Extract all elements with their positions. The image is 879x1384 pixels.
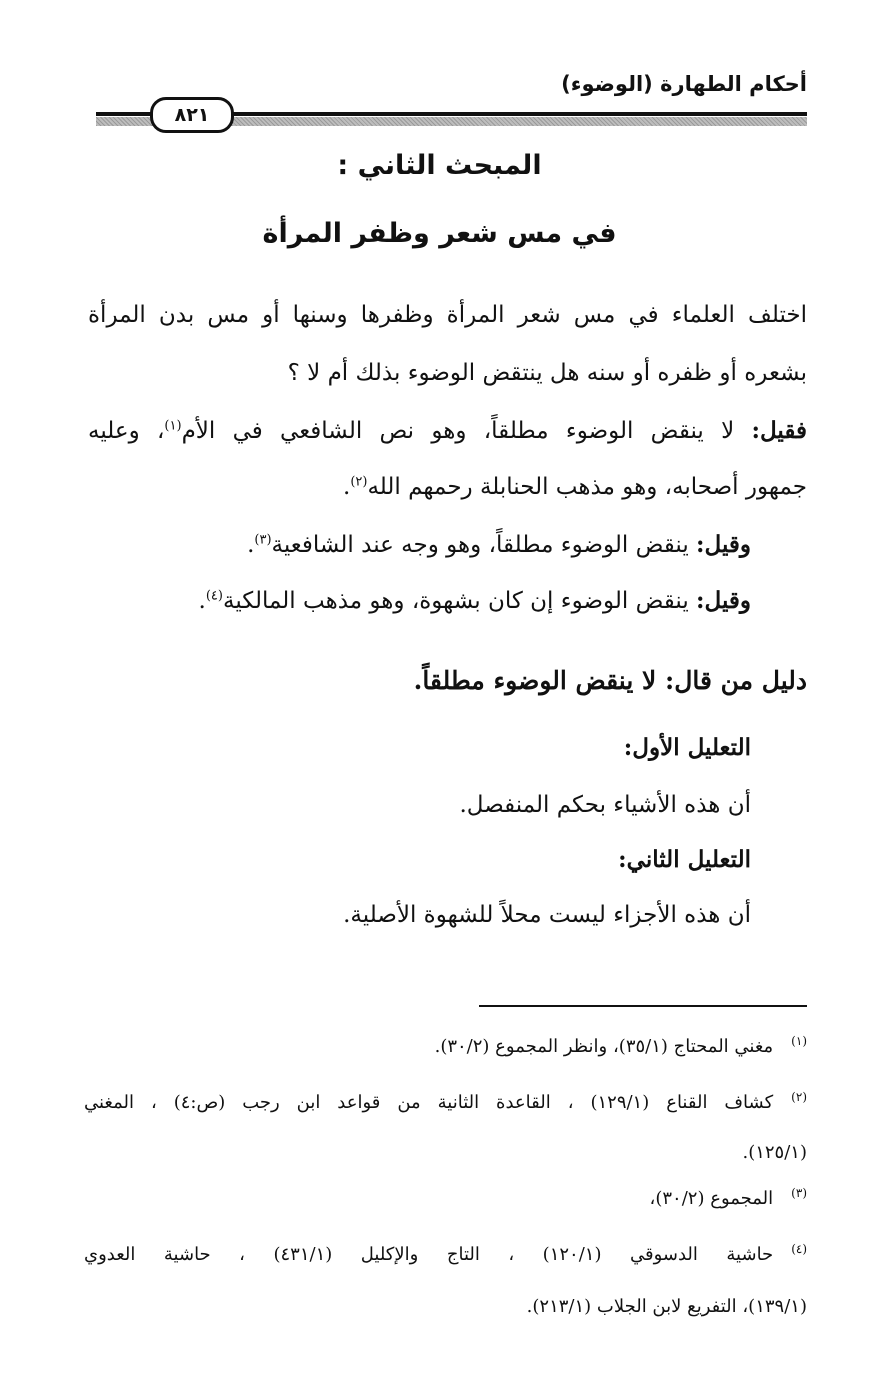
opinion-2-text: ينقض الوضوء مطلقاً، وهو وجه عند الشافعية — [271, 532, 697, 558]
opinion-3-line — [199, 586, 751, 616]
footnote-4-line-2: (١٣٩/١)، التفريع لابن الجلاب (٢١٣/١). — [526, 1296, 807, 1317]
footnote-2-line-2: (١٢٥/١). — [742, 1142, 807, 1163]
footnote-2-number: (٢) — [791, 1090, 807, 1104]
intro-line-1: اختلف العلماء في مس شعر المرأة وظفرها وسنها أو مس بدن المرأة — [88, 302, 807, 328]
opinion-1-text-a: لا ينقض الوضوء مطلقاً، وهو نص الشافعي في الأم — [181, 418, 752, 444]
footnote-1 — [435, 1034, 807, 1060]
footnote-ref-4: (٤) — [205, 588, 223, 604]
footnote-1-number: (١) — [791, 1034, 807, 1048]
footnote-1-text: مغني المحتاج (٣٥/١)، وانظر المجموع (٣٠/٢). — [434, 1036, 774, 1057]
opinion-3-text: ينقض الوضوء إن كان بشهوة، وهو مذهب المالكية — [222, 588, 697, 614]
page-number: ٨٢١ — [150, 97, 234, 133]
footnote-ref-3: (٣) — [254, 532, 272, 548]
running-title: أحكام الطهارة (الوضوء) — [561, 72, 807, 96]
reason-2-text: أن هذه الأجزاء ليست محلاً للشهوة الأصلية. — [343, 902, 751, 928]
footnote-ref-2: (٢) — [350, 474, 368, 490]
footnote-4-line-1 — [84, 1242, 807, 1268]
opinion-2-line — [247, 530, 751, 560]
section-label: المبحث الثاني : — [337, 150, 542, 181]
footnote-3-number: (٣) — [791, 1186, 807, 1200]
footnote-2-text-1: كشاف القناع (١٢٩/١) ، القاعدة الثانية من قواعد ابن رجب (ص:٤) ، المغني — [84, 1092, 774, 1113]
opinion-1-lead: فقيل: — [751, 417, 807, 444]
opinion-1-text-b: ، وعليه — [88, 418, 165, 444]
intro-line-2: بشعره أو ظفره أو سنه هل ينتقض الوضوء بذلك أم لا ؟ — [287, 360, 807, 386]
opinion-1-line-2 — [343, 472, 807, 502]
opinion-3-lead: وقيل: — [696, 587, 751, 614]
opinion-1-end: . — [343, 474, 351, 500]
opinion-1-line-1 — [88, 416, 807, 446]
footnote-ref-1: (١) — [164, 418, 182, 434]
footnote-4-text-1: حاشية الدسوقي (١٢٠/١) ، التاج والإكليل (٤٣١/١) ، حاشية العدوي — [84, 1244, 774, 1265]
opinion-2-lead: وقيل: — [696, 531, 751, 558]
footnote-4-number: (٤) — [791, 1242, 808, 1256]
opinion-2-end: . — [247, 532, 255, 558]
section-title: في مس شعر وظفر المرأة — [262, 218, 617, 249]
reason-2-heading: التعليل الثاني: — [618, 846, 751, 873]
footnote-separator — [479, 1005, 807, 1007]
footnote-3 — [650, 1186, 807, 1212]
footnote-3-text: المجموع (٣٠/٢)، — [649, 1188, 774, 1209]
reason-1-heading: التعليل الأول: — [623, 734, 751, 761]
footnote-2-line-1 — [84, 1090, 807, 1116]
evidence-heading: دليل من قال: لا ينقض الوضوء مطلقاً. — [413, 666, 807, 695]
opinion-3-end: . — [198, 588, 206, 614]
reason-1-text: أن هذه الأشياء بحكم المنفصل. — [459, 792, 751, 818]
opinion-1-text-c: جمهور أصحابه، وهو مذهب الحنابلة رحمهم الله — [367, 474, 807, 500]
